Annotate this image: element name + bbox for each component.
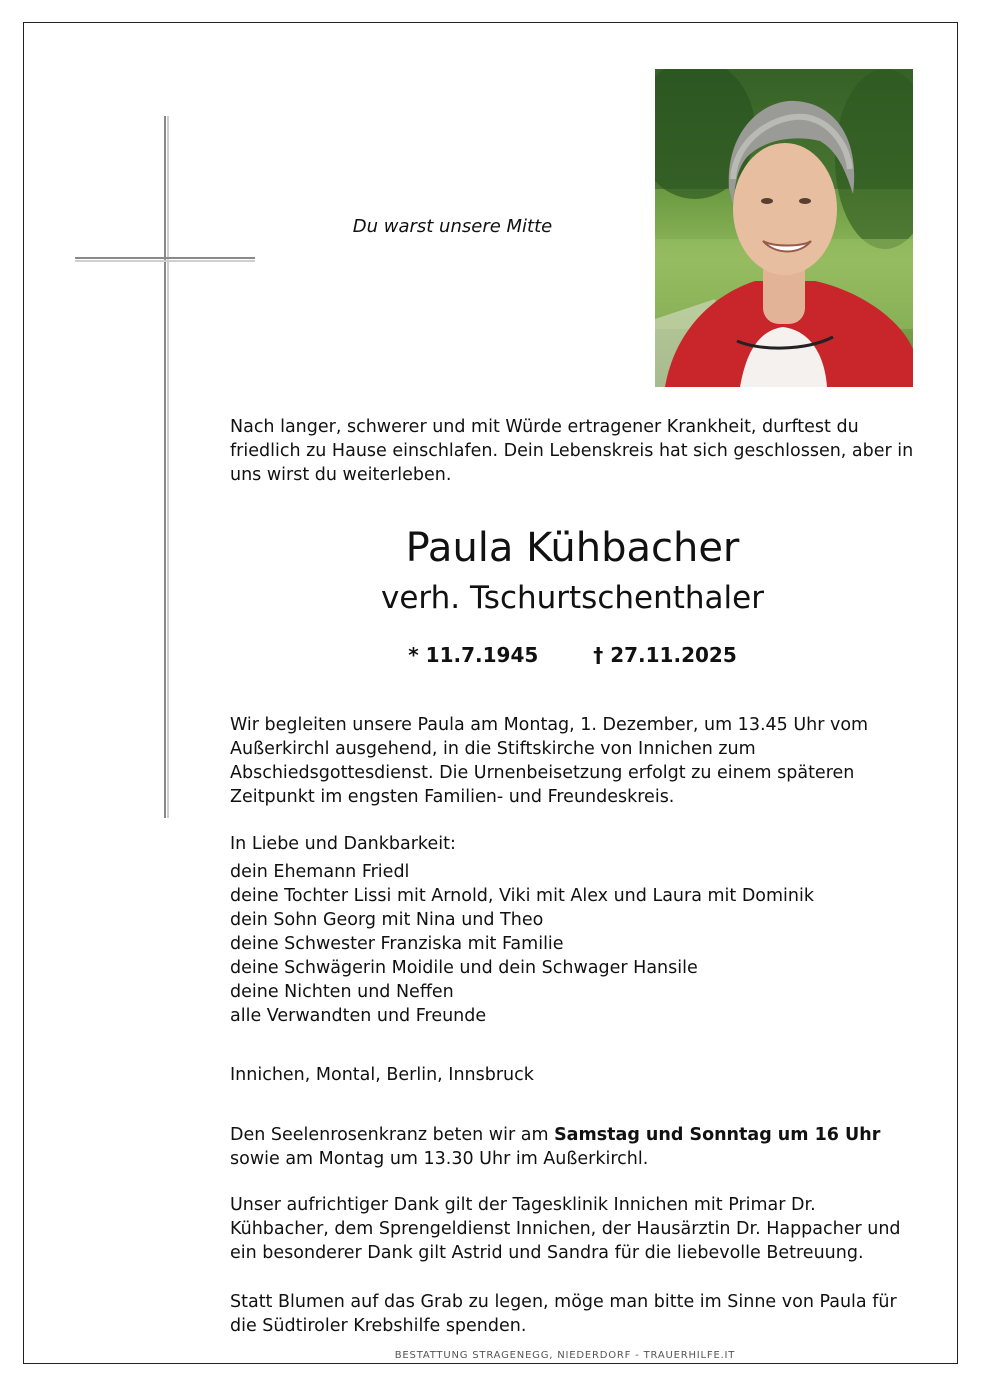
portrait-photo bbox=[655, 69, 913, 387]
funeral-paragraph: Wir begleiten unsere Paula am Montag, 1. Dezember, um 13.45 Uhr vom Außerkirchl ausgehend, in die Stiftskirche von Innichen zum Abschiedsgottesdienst. Die Urnenbeisetzung erfolgt zu einem späteren Zeitpunkt im engsten Familien- und Freundeskreis. bbox=[230, 715, 869, 807]
thanks-paragraph: Unser aufrichtiger Dank gilt der Tagesklinik Innichen mit Primar Dr. Kühbacher, dem Sprengeldienst Innichen, der Hausärztin Dr. Happacher und ein besonderer Dank gilt Astrid und Sandra für die liebevolle Betreuung. bbox=[230, 1195, 901, 1263]
birth-date: * 11.7.1945 bbox=[408, 643, 539, 667]
list-item: deine Schwägerin Moidile und dein Schwager Hansile bbox=[230, 958, 698, 978]
rosary-paragraph bbox=[230, 1123, 920, 1171]
list-item: deine Tochter Lissi mit Arnold, Viki mit Alex und Laura mit Dominik bbox=[230, 886, 815, 906]
list-item: deine Nichten und Neffen bbox=[230, 982, 454, 1002]
motto: Du warst unsere Mitte bbox=[352, 216, 553, 237]
married-name: verh. Tschurtschenthaler bbox=[381, 580, 764, 616]
list-item: alle Verwandten und Freunde bbox=[230, 1006, 487, 1026]
deceased-name: Paula Kühbacher bbox=[405, 525, 740, 571]
mourners-heading: In Liebe und Dankbarkeit: bbox=[230, 834, 456, 854]
donation-paragraph: Statt Blumen auf das Grab zu legen, möge man bitte im Sinne von Paula für die Südtiroler Krebshilfe spenden. bbox=[230, 1292, 897, 1336]
death-date: † 27.11.2025 bbox=[593, 643, 737, 667]
rosary-text-before: Den Seelenrosenkranz beten wir am bbox=[230, 1125, 555, 1145]
rosary-bold-text: Samstag und Sonntag um 16 Uhr bbox=[554, 1125, 881, 1145]
list-item: dein Sohn Georg mit Nina und Theo bbox=[230, 910, 544, 930]
rosary-text-after: sowie am Montag um 13.30 Uhr im Außerkirchl. bbox=[230, 1149, 649, 1169]
mourners-list bbox=[230, 860, 814, 1028]
footer: BESTATTUNG STRAGENEGG, NIEDERDORF - TRAUERHILFE.IT bbox=[394, 1350, 736, 1361]
intro-paragraph: Nach langer, schwerer und mit Würde ertragener Krankheit, durftest du friedlich zu Hause einschlafen. Dein Lebenskreis hat sich geschlossen, aber in uns wirst du weiterleben. bbox=[230, 417, 914, 485]
life-dates bbox=[230, 643, 915, 667]
list-item: dein Ehemann Friedl bbox=[230, 862, 410, 882]
places: Innichen, Montal, Berlin, Innsbruck bbox=[230, 1065, 534, 1085]
list-item: deine Schwester Franziska mit Familie bbox=[230, 934, 564, 954]
